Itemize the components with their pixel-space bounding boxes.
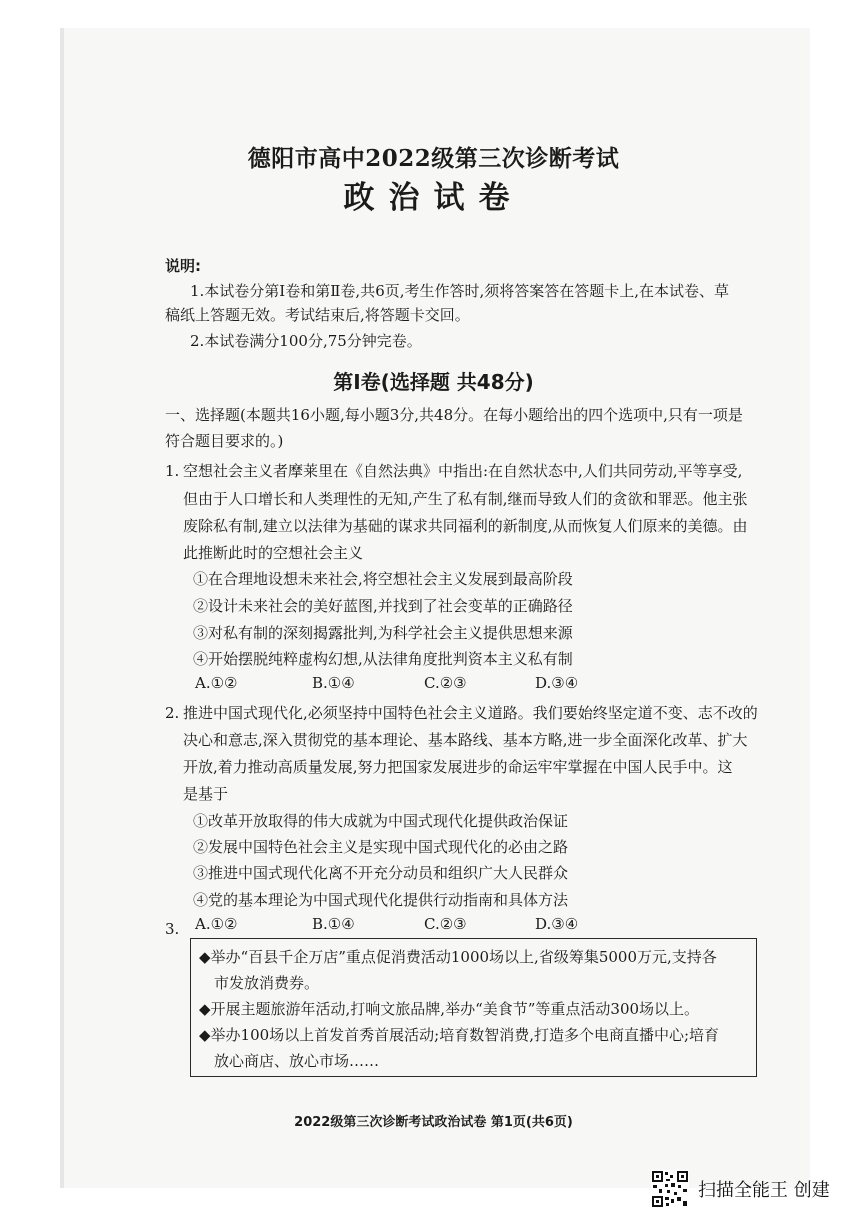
statement-option: ①改革开放取得的伟大成就为中国式现代化提供政治保证 <box>193 812 569 830</box>
answer-choice-d: D.③④ <box>535 915 579 933</box>
notes-heading: 说明: <box>165 257 201 275</box>
question-stem-line: 决心和意志,深入贯彻党的基本理论、基本路线、基本方略,进一步全面深化改革、扩大 <box>183 731 748 749</box>
statement-option: ②发展中国特色社会主义是实现中国式现代化的必由之路 <box>193 838 569 856</box>
statement-option: ②设计未来社会的美好蓝图,并找到了社会变革的正确路径 <box>193 597 573 615</box>
answer-choice-d: D.③④ <box>535 674 579 692</box>
answer-choice-b: B.①④ <box>312 915 355 933</box>
answer-choice-c: C.②③ <box>424 915 467 933</box>
qr-code-icon <box>651 1170 689 1208</box>
question-stem-line: 废除私有制,建立以法律为基础的谋求共同福利的新制度,从而恢复人们原来的美德。由 <box>183 517 748 535</box>
instruction-line-2: 符合题目要求的。) <box>165 432 284 450</box>
question-number: 1. <box>165 462 180 480</box>
answer-choice-a: A.①② <box>195 674 238 692</box>
statement-option: ①在合理地设想未来社会,将空想社会主义发展到最高阶段 <box>193 570 573 588</box>
material-line: ◆开展主题旅游年活动,打响文旅品牌,举办“美食节”等重点活动300场以上。 <box>199 1000 700 1018</box>
question-stem-line: 空想社会主义者摩莱里在《自然法典》中指出:在自然状态中,人们共同劳动,平等享受, <box>183 462 743 480</box>
section-title: 第Ⅰ卷(选择题 共48分) <box>333 370 534 394</box>
question-stem-line: 此推断此时的空想社会主义 <box>183 544 364 562</box>
question-number: 3. <box>165 920 180 938</box>
answer-choice-c: C.②③ <box>424 674 467 692</box>
statement-option: ③推进中国式现代化离不开充分动员和组织广大人民群众 <box>193 864 569 882</box>
material-line: ◆举办“百县千企万店”重点促消费活动1000场以上,省级筹集5000万元,支持各 <box>199 948 717 966</box>
question-stem-line: 推进中国式现代化,必须坚持中国特色社会主义道路。我们要始终坚定道不变、志不改的 <box>183 704 758 722</box>
material-line: ◆举办100场以上首发首秀首展活动;培育数智消费,打造多个电商直播中心;培育 <box>199 1026 720 1044</box>
statement-option: ④开始摆脱纯粹虚构幻想,从法律角度批判资本主义私有制 <box>193 650 573 668</box>
statement-option: ③对私有制的深刻揭露批判,为科学社会主义提供思想来源 <box>193 624 573 642</box>
scanner-watermark: 扫描全能王 创建 <box>698 1180 830 1201</box>
question-stem-line: 但由于人口增长和人类理性的无知,产生了私有制,继而导致人们的贪欲和罪恶。他主张 <box>183 490 748 508</box>
note-line-2: 2.本试卷满分100分,75分钟完卷。 <box>190 332 422 350</box>
instruction-line-1: 一、选择题(本题共16小题,每小题3分,共48分。在每小题给出的四个选项中,只有一项是 <box>165 406 743 424</box>
answer-choice-b: B.①④ <box>312 674 355 692</box>
subject-title: 政治试卷 <box>343 180 524 216</box>
material-line: 放心商店、放心市场…… <box>214 1052 380 1070</box>
statement-option: ④党的基本理论为中国式现代化提供行动指南和具体方法 <box>193 891 569 909</box>
exam-title: 德阳市高中2022级第三次诊断考试 <box>247 145 620 172</box>
question-number: 2. <box>165 704 180 722</box>
material-line: 市发放消费券。 <box>214 974 320 992</box>
question-stem-line: 是基于 <box>183 785 229 803</box>
page-footer: 2022级第三次诊断考试政治试卷 第1页(共6页) <box>294 1115 573 1130</box>
question-stem-line: 开放,着力推动高质量发展,努力把国家发展进步的命运牢牢掌握在中国人民手中。这 <box>183 758 733 776</box>
note-line-1: 1.本试卷分第Ⅰ卷和第Ⅱ卷,共6页,考生作答时,须将答案答在答题卡上,在本试卷、草 <box>190 282 730 300</box>
note-line-1b: 稿纸上答题无效。考试结束后,将答题卡交回。 <box>165 306 470 324</box>
material-box <box>190 938 757 1077</box>
answer-choice-a: A.①② <box>195 915 238 933</box>
